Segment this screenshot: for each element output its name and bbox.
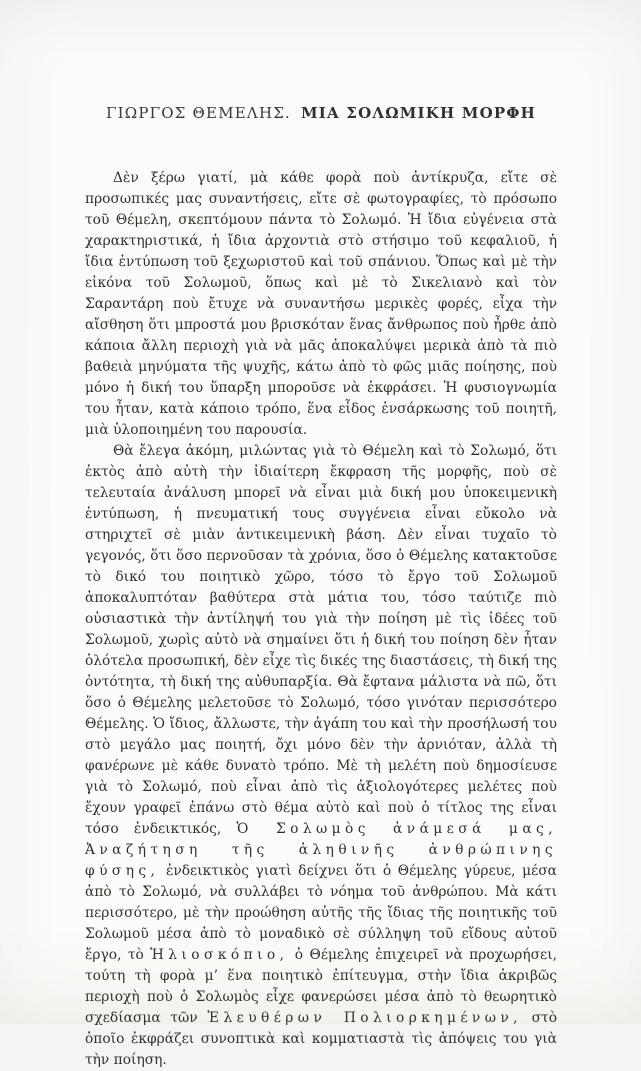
text-run: ἐνδεικτικὸς γιατὶ δείχνει ὅτι ὁ Θέμελης γύρευε, μέσα ἀπὸ τὸ Σολωμό, νὰ συλλάβει τὸ νόημα τοῦ ἀνθρώπου. Μὰ κάτι περισσότερο, μὲ τὴν προώθηση αὐτῆς τῆς ἴδιας τῆς ποιητικῆς τοῦ Σολωμοῦ μέσα ἀπὸ τὸ μοναδικὸ σὲ σύλληψη τοῦ εἴδους αὐτοῦ ἔργο, τὸ [85,863,557,963]
paragraph [85,441,557,1071]
emphasized-text: Ἐλευθέρων Πολιορκημένων, [207,1010,522,1026]
text-run: ὁ Θέμελης ἐπιχειρεῖ νὰ προχωρήσει, τούτη τὴ φορὰ μ’ ἕνα ποιητικὸ ἐπίτευγμα, στὴν ἴδια ἀκριβῶς περιοχὴ ποὺ ὁ Σολωμὸς εἶχε φανερώσει μέσα ἀπὸ τὸ θεωρητικὸ σχεδίασμα τῶν [85,947,557,1026]
text-run: στὸ ὁποῖο ἐκφράζει συνοπτικὰ καὶ κομματιαστὰ τὶς ἀπόψεις του γιὰ τὴν ποίηση. [85,1010,557,1068]
text-run: Θὰ ἔλεγα ἀκόμη, μιλώντας γιὰ τὸ Θέμελη καὶ τὸ Σολωμό, ὅτι ἐκτὸς ἀπὸ αὐτὴ τὴν ἰδιαίτερη ἔκφραση τῆς μορφῆς, ποὺ σὲ τελευταία ἀνάλυση μπορεῖ νὰ εἶναι μιὰ δική μου ὑποκειμενικὴ ἐντύπωση, ἡ πνευματική τους συγγένεια εἶναι εὔκολο νὰ στηριχτεῖ σὲ μιὰν ἀντικειμενικὴ βάση. Δὲν εἶναι τυχαῖο τὸ γεγονός, ὅτι ὅσο περνοῦσαν τὰ χρόνια, ὅσο ὁ Θέμελης κατακτοῦσε τὸ δικό του ποιητικὸ χῶρο, τόσο τὸ ἔργο τοῦ Σολωμοῦ ἀποκαλυπτόταν βαθύτερα στὰ μάτια του, τόσο ταύτιζε πιὸ οὐσιαστικὰ τὴν ἀντίληψή του γιὰ τὴν ποίηση μὲ τὶς ἰδέες τοῦ Σολωμοῦ, χωρὶς αὐτὸ νὰ σημαίνει ὅτι ἡ δική του ποίηση δὲν ἦταν ὁλότελα προσωπική, δὲν εἶχε τὶς δικές της διαστάσεις, τὴ δική της ὀντότητα, τὴ δική της αὐθυπαρξία. Θὰ ἔφτανα μάλιστα νὰ πῶ, ὅτι ὅσο ὁ Θέμελης μελετοῦσε τὸ Σολωμό, τόσο γινόταν περισσότερο Θέμελης. Ὁ ἴδιος, ἄλλωστε, τὴν ἀγάπη του καὶ τὴν προσήλωσή του στὸ μεγάλο μας ποιητή, ὄχι μόνο δὲν τὴν ἀρνιόταν, ἀλλὰ τὴ φανέρωνε μὲ κάθε δυνατὸ τρόπο. Μὲ τὴ μελέτη ποὺ δημοσίευσε γιὰ τὸ Σολωμό, ποὺ εἶναι ἀπὸ τὶς ἀξιολογότερες μελέτες ποὺ ἔχουν γραφεῖ ἐπάνω στὸ θέμα αὐτὸ καὶ ποὺ ὁ τίτλος της εἶναι τόσο ἐνδεικτικός, [85,443,557,837]
emphasized-text: Ὁ Σολωμὸς ἀνάμεσά μας, Ἀναζήτηση τῆς ἀληθινῆς ἀνθρώπινης φύσης, [85,821,557,879]
title-author: ΓΙΩΡΓΟΣ ΘΕΜΕΛΗΣ. [106,104,291,122]
title-work: ΜΙΑ ΣΟΛΩΜΙΚΗ ΜΟΡΦΗ [301,104,536,122]
body-text [85,168,557,1071]
page-title [85,104,557,122]
paragraph [85,168,557,441]
text-run: Δὲν ξέρω γιατί, μὰ κάθε φορὰ ποὺ ἀντίκρυζα, εἴτε σὲ προσωπικές μας συναντήσεις, εἴτε σὲ φωτογραφίες, τὸ πρόσωπο τοῦ Θέμελη, σκεπτόμουν πάντα τὸ Σολωμό. Ἡ ἴδια εὐγένεια στὰ χαρακτηριστικά, ἡ ἴδια ἀρχοντιὰ στὸ στήσιμο τοῦ κεφαλιοῦ, ἡ ἴδια ἐντύπωση τοῦ ξεχωριστοῦ καὶ τοῦ σπάνιου. Ὅπως καὶ μὲ τὴν εἰκόνα τοῦ Σολωμοῦ, ὅπως καὶ μὲ τὸ Σικελιανὸ καὶ τὸν Σαραντάρη ποὺ ἔτυχε νὰ συναντήσω μερικὲς φορές, εἶχα τὴν αἴσθηση ὅτι μπροστά μου βρισκόταν ἕνας ἄνθρωπος ποὺ ἦρθε ἀπὸ κάποια ἄλλη περιοχὴ γιὰ νὰ μᾶς ἀποκαλύψει μερικὰ ἀπὸ τὰ πιὸ βαθειὰ μηνύματα τῆς ψυχῆς, κάτω ἀπὸ τὸ φῶς μιᾶς ποίησης, ποὺ μόνο ἡ δική του ὕπαρξη μποροῦσε νὰ ἐκφράσει. Ἡ φυσιογνωμία του ἦταν, κατὰ κάποιο τρόπο, ἕνα εἶδος ἐνσάρκωσης τοῦ ποιητῆ, μιὰ ὑλοποιημένη του παρουσία. [85,170,557,438]
emphasized-text: Ἡλιοσκόπιο, [150,947,289,963]
